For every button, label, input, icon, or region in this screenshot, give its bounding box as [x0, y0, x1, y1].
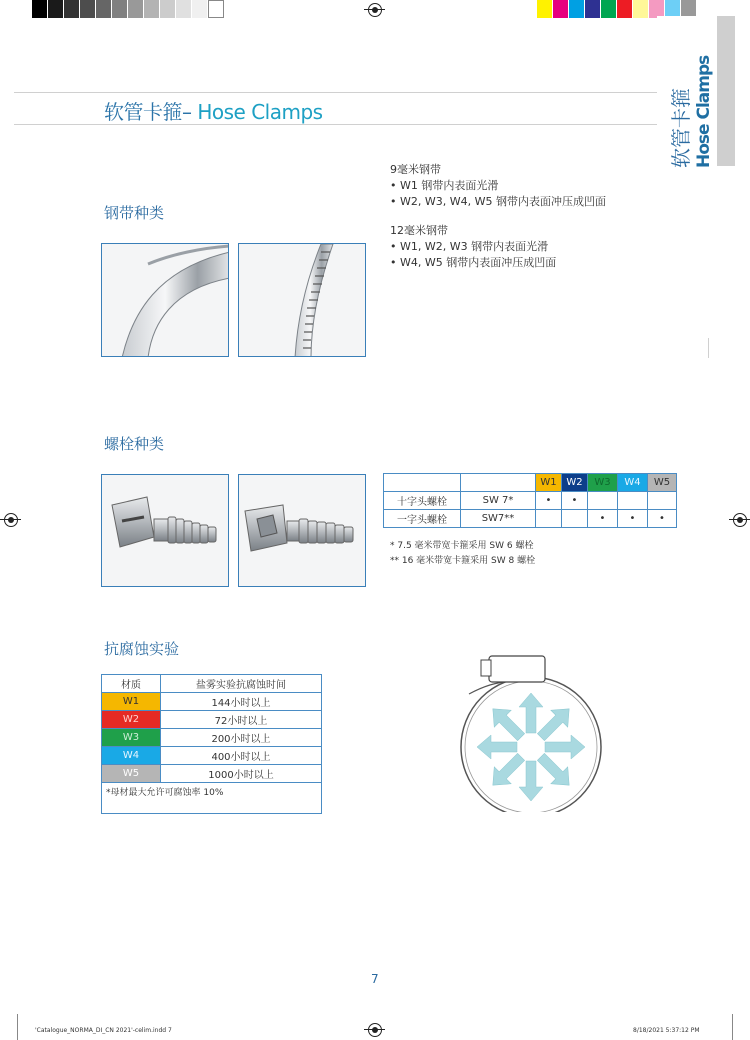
screw-mark: • — [648, 510, 677, 528]
table-row — [102, 765, 322, 783]
screw-name: 十字头螺栓 — [384, 492, 461, 510]
side-tab-label — [665, 56, 714, 168]
corrosion-footnote: *母材最大允许可腐蚀率 10% — [102, 783, 322, 814]
time-cell: 200小时以上 — [161, 729, 322, 747]
screw-header-empty — [461, 474, 536, 492]
corrosion-col-time: 盐雾实验抗腐蚀时间 — [161, 675, 322, 693]
page-title-cn: 软管卡箍– — [104, 100, 192, 124]
clamp-corrosion-diagram — [455, 652, 605, 812]
screw-table — [383, 473, 677, 528]
table-row — [102, 729, 322, 747]
band-note-line: • W4, W5 钢带内表面冲压成凹面 — [390, 256, 557, 269]
table-row — [102, 693, 322, 711]
material-cell-w2: W2 — [102, 711, 161, 729]
side-tab-en: Hose Clamps — [694, 55, 714, 168]
material-cell-w1: W1 — [102, 693, 161, 711]
screw-col-w5: W5 — [648, 474, 677, 492]
screw-name: 一字头螺栓 — [384, 510, 461, 528]
side-tab — [657, 16, 735, 166]
page-title — [104, 96, 323, 125]
band-note-line: • W1 钢带内表面光滑 — [390, 179, 499, 192]
table-row — [384, 510, 677, 528]
screw-col-w4: W4 — [618, 474, 648, 492]
corrosion-heading: 抗腐蚀实验 — [104, 640, 180, 658]
screw-photo-cross — [101, 474, 229, 587]
registration-mark-right — [733, 513, 747, 527]
screw-footnotes — [390, 539, 535, 569]
crop-mark-right — [732, 1014, 733, 1040]
cross-head-screw-illustration — [102, 475, 229, 587]
pressed-band-illustration — [239, 244, 366, 357]
screw-mark — [618, 492, 648, 510]
table-row — [102, 747, 322, 765]
material-cell-w3: W3 — [102, 729, 161, 747]
page-title-en: Hose Clamps — [191, 100, 323, 124]
time-cell: 1000小时以上 — [161, 765, 322, 783]
time-cell: 72小时以上 — [161, 711, 322, 729]
screw-types-heading: 螺栓种类 — [104, 435, 165, 453]
header-rule-top — [14, 92, 659, 93]
grayscale-calibration-strip — [32, 0, 224, 18]
screw-footnote: * 7.5 毫米带宽卡箍采用 SW 6 螺栓 — [390, 541, 534, 551]
band-note-spacer — [390, 210, 606, 223]
slug-file: 'Catalogue_NORMA_DI_CN 2021'-celim.indd 7 — [35, 1027, 172, 1034]
side-tab-cn: 软管卡箍 — [669, 88, 693, 168]
crop-mark-left — [17, 1014, 18, 1040]
band-note-line: 12毫米钢带 — [390, 224, 448, 237]
corrosion-header-row — [102, 675, 322, 693]
table-row — [384, 492, 677, 510]
screw-table-header — [384, 474, 677, 492]
screw-sw: SW7** — [461, 510, 536, 528]
screw-mark — [562, 510, 588, 528]
registration-mark-left — [4, 513, 18, 527]
screw-mark — [648, 492, 677, 510]
screw-sw: SW 7* — [461, 492, 536, 510]
clamp-housing — [489, 656, 545, 682]
screw-col-w2: W2 — [562, 474, 588, 492]
time-cell: 144小时以上 — [161, 693, 322, 711]
material-cell-w4: W4 — [102, 747, 161, 765]
material-cell-w5: W5 — [102, 765, 161, 783]
page-number: 7 — [371, 972, 379, 986]
corrosion-footnote-row — [102, 783, 322, 814]
corrosion-col-material: 材质 — [102, 675, 161, 693]
screw-photo-slotted — [238, 474, 366, 587]
band-photo-pressed — [238, 243, 366, 357]
band-photo-smooth — [101, 243, 229, 357]
band-note-line: 9毫米钢带 — [390, 163, 441, 176]
table-row — [102, 711, 322, 729]
screw-footnote: ** 16 毫米带宽卡箍采用 SW 8 螺栓 — [390, 556, 536, 566]
screw-mark: • — [618, 510, 648, 528]
band-notes — [390, 162, 606, 271]
margin-tick — [708, 338, 709, 358]
band-types-heading: 钢带种类 — [104, 204, 165, 222]
time-cell: 400小时以上 — [161, 747, 322, 765]
screw-header-empty — [384, 474, 461, 492]
screw-col-w1: W1 — [536, 474, 562, 492]
screw-mark — [536, 510, 562, 528]
screw-mark — [588, 492, 618, 510]
screw-mark: • — [588, 510, 618, 528]
corrosion-arrows — [477, 693, 585, 801]
band-note-line: • W1, W2, W3 钢带内表面光滑 — [390, 240, 549, 253]
smooth-band-illustration — [102, 244, 229, 357]
screw-col-w3: W3 — [588, 474, 618, 492]
slug-date: 8/18/2021 5:37:12 PM — [633, 1027, 700, 1034]
corrosion-table — [101, 674, 322, 814]
screw-mark: • — [562, 492, 588, 510]
band-note-line: • W2, W3, W4, W5 钢带内表面冲压成凹面 — [390, 195, 606, 208]
registration-mark-top — [368, 3, 382, 17]
slotted-screw-illustration — [239, 475, 366, 587]
screw-mark: • — [536, 492, 562, 510]
registration-mark-bottom — [368, 1023, 382, 1037]
